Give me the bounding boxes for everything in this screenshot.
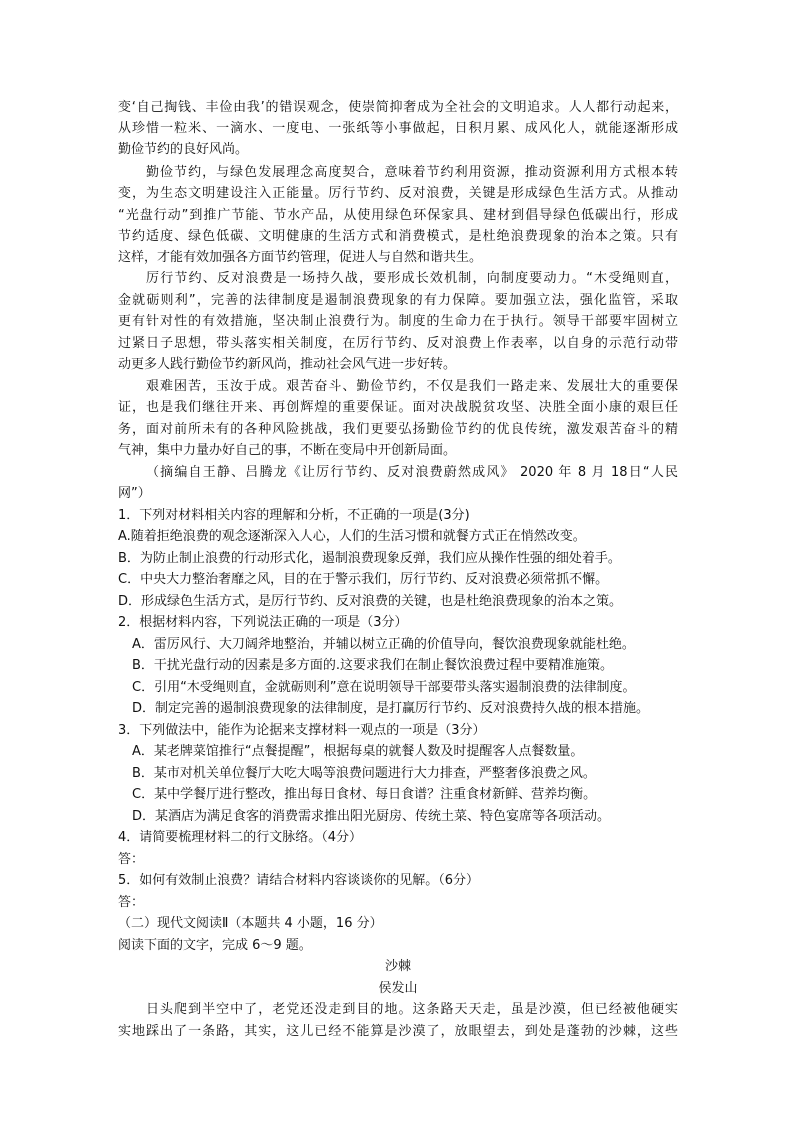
paragraph-line: 过紧日子思想，带头落实相关制度，在厉行节约、反对浪费上作表率，以自身的示范行动带 [118,336,678,351]
section-instruction: 阅读下面的文字，完成 6～9 题。 [118,938,312,953]
question-1-option-a: A.随着拒绝浪费的观念逐渐深入人心，人们的生活习惯和就餐方式正在悄然改变。 [118,529,586,544]
story-title: 沙棘 [384,959,411,974]
question-2-option-c: C．引用“木受绳则直，金就砺则利”意在说明领导干部要带头落实遏制浪费的法律制度。 [132,680,636,695]
paragraph-line: 节约适度、绿色低碳、文明健康的生活方式和消费模式，是杜绝浪费现象的治本之策。只有 [118,229,678,244]
paragraph-line: 勤俭节约，与绿色发展理念高度契合，意味着节约利用资源，推动资源利用方式根本转 [146,165,678,180]
question-3-option-c: C．某中学餐厅进行整改，推出每日食材、每日食谱？注重食材新鲜、营养均衡。 [132,787,597,802]
story-body-line: 日头爬到半空中了，老党还没走到目的地。这条路天天走，虽是沙漠，但已经被他硬实 [146,1002,678,1017]
paragraph-line: 这样，才能有效加强各方面节约管理，促进人与自然和谐共生。 [118,250,483,265]
paragraph-line: “光盘行动”到推广节能、节水产品，从使用绿色环保家具、建材到倡导绿色低碳出行，形成 [118,208,678,223]
story-body-line: 实地踩出了一条路，其实，这儿已经不能算是沙漠了，放眼望去，到处是蓬勃的沙棘，这些 [118,1024,678,1039]
paragraph-line: 更有针对性的有效措施，坚决制止浪费行为。制度的生命力在于执行。领导干部要牢固树立 [118,314,678,329]
question-4-stem: 4．请简要梳理材料二的行文脉络。（4分） [118,830,363,845]
paragraph-line: 艰难困苦，玉汝于成。艰苦奋斗、勤俭节约，不仅是我们一路走来、发展壮大的重要保 [146,379,678,394]
question-1-option-b: B．为防止制止浪费的行动形式化，遏制浪费现象反弹，我们应从操作性强的细处着手。 [118,551,621,566]
question-5-stem: 5．如何有效制止浪费？请结合材料内容谈谈你的见解。（6分） [118,873,480,888]
answer-label: 答： [118,895,145,910]
paragraph-line: 从珍惜一粒米、一滴水、一度电、一张纸等小事做起，日积月累、成风化人，就能逐渐形成 [118,121,678,136]
question-2-option-b: B．干扰光盘行动的因素是多方面的.这要求我们在制止餐饮浪费过程中要精准施策。 [132,658,614,673]
question-2-option-d: D．制定完善的遏制浪费现象的法律制度，是打赢厉行节约、反对浪费持久战的根本措施。 [132,701,650,716]
section-heading: （二）现代文阅读Ⅱ（本题共 4 小题，16 分） [118,916,383,931]
question-3-stem: 3．下列做法中，能作为论据来支撑材料一观点的一项是（3分） [118,723,486,738]
paragraph-line: 务，面对前所未有的各种风险挑战，我们更要弘扬勤俭节约的优良传统，激发艰苦奋斗的精 [118,422,678,437]
question-2-stem: 2．根据材料内容，下列说法正确的一项是（3分） [118,615,408,630]
paragraph-line: 气神，集中力量办好自己的事，不断在变局中开创新局面。 [118,443,457,458]
answer-label: 答： [118,852,145,867]
question-3-option-d: D．某酒店为满足食客的消费需求推出阳光厨房、传统土菜、特色宴席等各项活动。 [132,809,611,824]
question-2-option-a: A．雷厉风行、大刀阔斧地整治，并辅以树立正确的价值导向，餐饮浪费现象就能杜绝。 [132,637,635,652]
question-1-option-d: D．形成绿色生活方式，是厉行节约、反对浪费的关键，也是杜绝浪费现象的治本之策。 [118,594,623,609]
question-1-stem: 1．下列对材料相关内容的理解和分析，不正确的一项是(3分) [118,508,470,523]
paragraph-line: 变‘自己掏钱、丰俭由我’的错误观念，使崇简抑奢成为全社会的文明追求。人人都行动起来， [118,100,678,115]
source-citation: （摘编自王静、吕腾龙《让厉行节约、反对浪费蔚然成风》 2020 年 8 月 18日“人民 [146,465,678,480]
paragraph-line: 厉行节约、反对浪费是一场持久战，要形成长效机制，向制度要动力。“木受绳则直， [146,271,678,286]
question-3-option-b: B．某市对机关单位餐厅大吃大喝等浪费问题进行大力排查，严整奢侈浪费之风。 [132,766,596,781]
paragraph-line: 证，也是我们继往开来、再创辉煌的重要保证。面对决战脱贫攻坚、决胜全面小康的艰巨任 [118,400,678,415]
question-1-option-c: C．中央大力整治奢靡之风，目的在于警示我们，厉行节约、反对浪费必须常抓不懈。 [118,572,609,587]
source-citation: 网”） [118,486,151,501]
paragraph-line: 勤俭节约的良好风尚。 [118,142,249,157]
paragraph-line: 动更多人践行勤俭节约新风尚，推动社会风气进一步好转。 [118,357,457,372]
question-3-option-a: A．某老牌菜馆推行“点餐提醒”，根据每桌的就餐人数及时提醒客人点餐数量。 [132,744,584,759]
paragraph-line: 变，为生态文明建设注入正能量。厉行节约、反对浪费，关键是形成绿色生活方式。从推动 [118,186,678,201]
story-author: 侯发山 [378,981,418,996]
paragraph-line: 金就砺则利”，完善的法律制度是遏制浪费现象的有力保障。要加强立法，强化监管，采取 [118,293,678,308]
